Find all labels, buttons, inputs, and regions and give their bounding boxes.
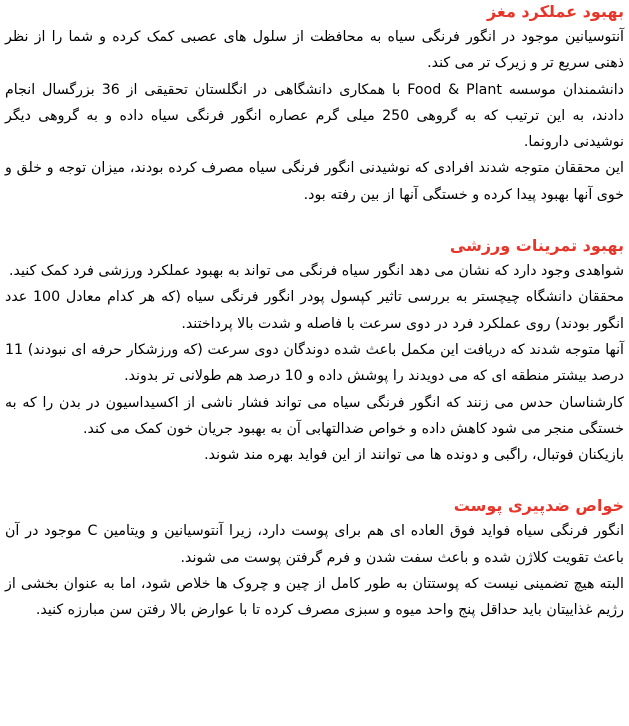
paragraph: محققان دانشگاه چیچستر به بررسی تاثیر کپسول پودر انگور فرنگی سیاه (که هر کدام معادل 100 عدد انگور بودند) روی عملکرد فرد در دوی سرعت با فاصله و شدت بالا پرداختند.: [5, 289, 624, 332]
paragraph: شواهدی وجود دارد که نشان می دهد انگور سیاه فرنگی می تواند به بهبود عملکرد ورزشی فرد کمک کنید.: [9, 263, 624, 280]
section-spacer: [5, 208, 624, 234]
section-brain-performance: [5, 0, 624, 208]
paragraph: البته هیچ تضمینی نیست که پوستتان به طور کامل از چین و چروک ها خلاص شود، اما به عنوان بخشی از رژیم غذاییتان باید حداقل پنج واحد میوه و سبزی مصرف کرده تا با عوارض بالا رفتن سن مبارزه کنید.: [5, 576, 624, 619]
paragraph: دانشمندان موسسه Food & Plant با همکاری دانشگاهی در انگلستان تحقیقی از 36 بزرگسال انجام دادند، به این ترتیب که به گروهی 250 میلی گرم عصاره انگور فرنگی سیاه داده و به گروهی دیگر نوشیدنی دارونما.: [5, 81, 624, 151]
paragraph: کارشناسان حدس می زنند که انگور فرنگی سیاه می تواند فشار ناشی از اکسیداسیون در بدن را که به خستگی منجر می شود کاهش داده و خواص ضدالتهابی آن به بهبود جریان خون کمک می کند.: [5, 394, 624, 437]
paragraph: انگور فرنگی سیاه فواید فوق العاده ای هم برای پوست دارد، زیرا آنتوسیانین و ویتامین C موجود در آن باعث تقویت کلاژن شده و باعث سفت شدن و فرم گرفتن پوست می شوند.: [5, 523, 625, 566]
section-exercise-improvement: [5, 234, 624, 468]
paragraph: بازیکنان فوتبال، راگبی و دونده ها می توانند از این فواید بهره مند شوند.: [204, 447, 624, 464]
section-heading: بهبود تمرینات ورزشی: [449, 236, 624, 256]
section-heading: خواص ضدپیری پوست: [453, 496, 624, 516]
paragraph: آنها متوجه شدند که دریافت این مکمل باعث شده دوندگان دوی سرعت (که ورزشکار حرفه ای نبودند) 11 درصد بیشتر منطقه ای که می دویدند را پوشش داده و 10 درصد هم طولانی تر بدوند.: [5, 341, 624, 385]
section-spacer: [5, 468, 624, 494]
section-heading: بهبود عملکرد مغز: [486, 2, 624, 21]
paragraph: این محققان متوجه شدند افرادی که نوشیدنی انگور فرنگی سیاه مصرف کرده بودند، میزان توجه و خلق و خوی آنها بهبود پیدا کرده و خستگی آنها از بین رفته بود.: [5, 160, 624, 203]
section-anti-aging-skin: [5, 494, 624, 623]
paragraph: آنتوسیانین موجود در انگور فرنگی سیاه به محافظت از سلول های عصبی کمک کرده و شما را از نظر ذهنی سریع تر و زیرک تر می کند.: [5, 29, 624, 72]
